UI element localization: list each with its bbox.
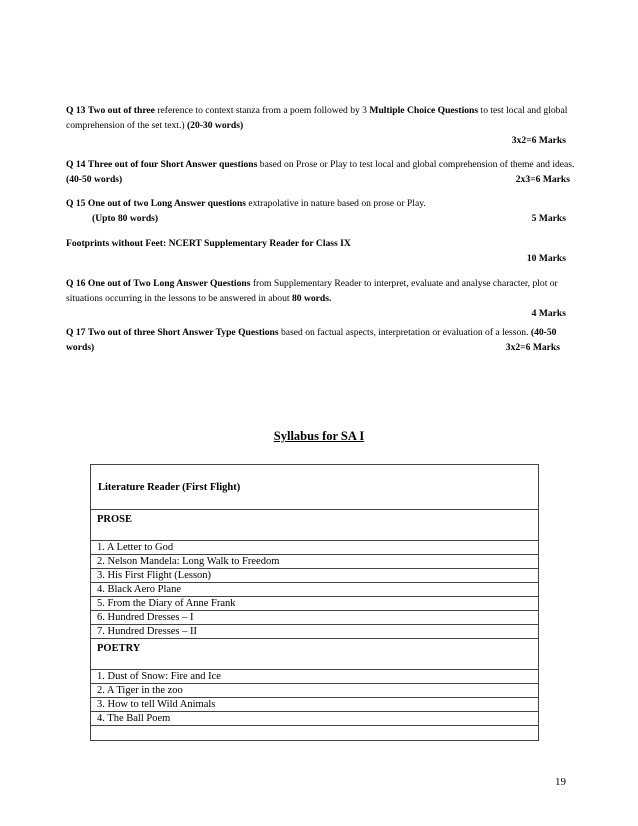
question-text: based on factual aspects, interpretation or evaluation of a lesson. xyxy=(278,327,531,338)
table-row xyxy=(91,698,539,712)
poetry-label-cell: POETRY xyxy=(91,639,539,670)
table-row xyxy=(91,597,539,611)
question-16 xyxy=(66,276,586,321)
table-row xyxy=(91,541,539,555)
question-number: Q 16 xyxy=(66,278,86,289)
table-row xyxy=(91,625,539,639)
table-row xyxy=(91,465,539,510)
question-text: extrapolative in nature based on prose or Play. xyxy=(246,198,426,209)
question-text: reference to context stanza from a poem followed by 3 xyxy=(154,105,370,116)
question-13 xyxy=(66,103,586,148)
question-word-limit: (40-50 words) xyxy=(66,327,557,353)
prose-item: 6. Hundred Dresses – I xyxy=(91,611,539,625)
question-text: from Supplementary Reader to interpret, evaluate and analyse character, plot or situations occurring in the lessons to be answered in about xyxy=(66,278,558,304)
section-marks: 10 Marks xyxy=(526,253,566,264)
prose-item: 3. His First Flight (Lesson) xyxy=(91,569,539,583)
blank-cell xyxy=(91,726,539,741)
question-lead: One out of two Long Answer questions xyxy=(87,198,247,209)
question-lead: One out of Two Long Answer Questions xyxy=(87,278,251,289)
question-text-rest: to test local and global comprehension of the set text.) xyxy=(66,105,568,131)
prose-item: 7. Hundred Dresses – II xyxy=(91,625,539,639)
question-number: Q 17 xyxy=(66,327,86,338)
page-number: 19 xyxy=(555,776,566,788)
table-row xyxy=(91,684,539,698)
table-row xyxy=(91,639,539,670)
poetry-item: 1. Dust of Snow: Fire and Ice xyxy=(91,670,539,684)
table-row xyxy=(91,712,539,726)
question-marks: 5 Marks xyxy=(531,213,566,224)
prose-label-cell: PROSE xyxy=(91,510,539,541)
table-row xyxy=(91,569,539,583)
supplementary-reader-title: Footprints without Feet: NCERT Supplementary Reader for Class IX xyxy=(66,238,351,249)
prose-item: 4. Black Aero Plane xyxy=(91,583,539,597)
question-lead: Two out of three xyxy=(87,105,155,116)
syllabus-title: Syllabus for SA I xyxy=(273,429,365,443)
question-15 xyxy=(66,196,586,226)
reader-title-cell: Literature Reader (First Flight) xyxy=(91,465,539,510)
question-marks: 4 Marks xyxy=(531,308,566,319)
question-lead: Three out of four Short Answer questions xyxy=(87,159,258,170)
supplementary-reader-heading xyxy=(66,236,586,266)
poetry-item: 4. The Ball Poem xyxy=(91,712,539,726)
syllabus-table xyxy=(90,464,539,741)
question-14 xyxy=(66,157,586,187)
question-word-limit: (20-30 words) xyxy=(186,120,244,131)
table-row xyxy=(91,670,539,684)
question-marks: 3x2=6 Marks xyxy=(505,342,560,353)
question-number: Q 13 xyxy=(66,105,86,116)
table-row xyxy=(91,583,539,597)
poetry-item: 3. How to tell Wild Animals xyxy=(91,698,539,712)
table-row xyxy=(91,555,539,569)
table-row xyxy=(91,510,539,541)
question-word-limit: 80 words. xyxy=(291,293,332,304)
question-marks: 2x3=6 Marks xyxy=(515,174,570,185)
question-text: based on Prose or Play to test local and global comprehension of theme and ideas. xyxy=(257,159,575,170)
question-marks: 3x2=6 Marks xyxy=(511,135,566,146)
question-number: Q 14 xyxy=(66,159,86,170)
question-number: Q 15 xyxy=(66,198,86,209)
prose-item: 2. Nelson Mandela: Long Walk to Freedom xyxy=(91,555,539,569)
question-word-limit: (40-50 words) xyxy=(66,174,123,185)
table-row xyxy=(91,726,539,741)
question-word-limit: (Upto 80 words) xyxy=(92,213,159,224)
table-row xyxy=(91,611,539,625)
prose-item: 5. From the Diary of Anne Frank xyxy=(91,597,539,611)
poetry-item: 2. A Tiger in the zoo xyxy=(91,684,539,698)
question-emphasis: Multiple Choice Questions xyxy=(369,105,479,116)
question-lead: Two out of three Short Answer Type Questions xyxy=(87,327,279,338)
question-17 xyxy=(66,325,586,355)
prose-item: 1. A Letter to God xyxy=(91,541,539,555)
